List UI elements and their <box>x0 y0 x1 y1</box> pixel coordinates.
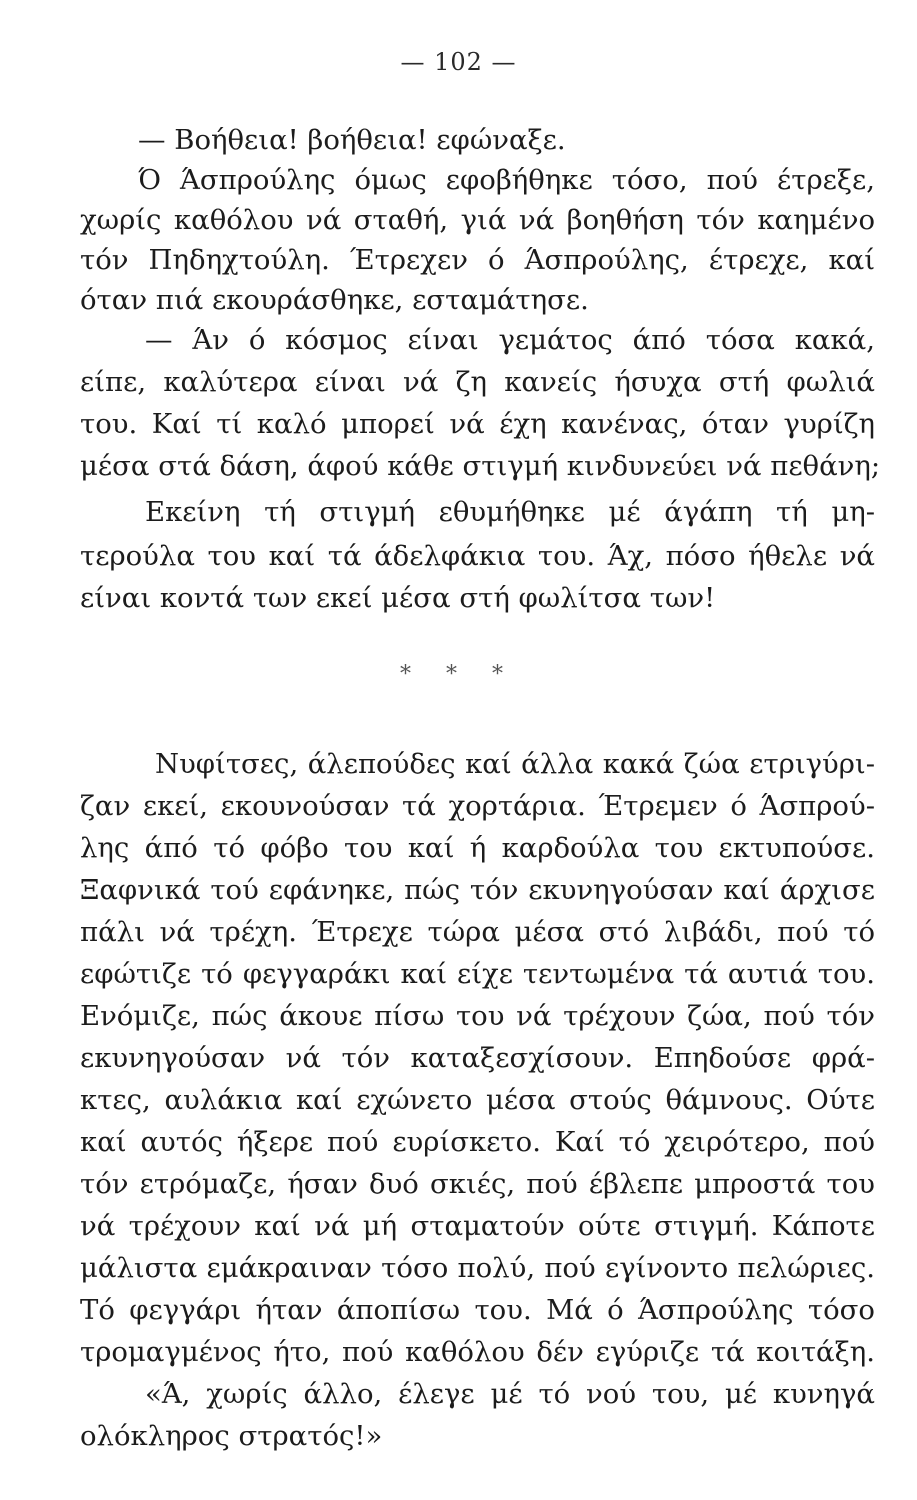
text-line: πάλι νά τρέχη. Έτρεχε τώρα μέσα στό λιβάδι, πού τό <box>80 916 875 948</box>
text-line: τόν Πηδηχτούλη. Έτρεχεν ό Άσπρούλης, έτρεχε, καί <box>80 244 875 276</box>
text-line: του. Καί τί καλό μπορεί νά έχη κανένας, όταν γυρίζη <box>80 408 875 440</box>
text-line: χωρίς καθόλου νά σταθή, γιά νά βοηθήση τόν καημένο <box>80 204 875 236</box>
text-line: ζαν εκεί, εκουνούσαν τά χορτάρια. Έτρεμεν ό Άσπρού- <box>80 790 875 822</box>
text-line: Νυφίτσες, άλεπούδες καί άλλα κακά ζώα ετριγύρι- <box>155 748 875 780</box>
text-line: κτες, αυλάκια καί εχώνετο μέσα στούς θάμνους. Ούτε <box>80 1084 875 1116</box>
text-line: μέσα στά δάση, άφού κάθε στιγμή κινδυνεύει νά πεθάνη; <box>80 450 881 482</box>
text-line: τόν ετρόμαζε, ήσαν δυό σκιές, πού έβλεπε μπροστά του <box>80 1168 875 1200</box>
text-line: Εκείνη τή στιγμή εθυμήθηκε μέ άγάπη τή μη- <box>145 496 875 528</box>
text-line: Τό φεγγάρι ήταν άποπίσω του. Μά ό Άσπρούλης τόσο <box>80 1294 875 1326</box>
text-line: τερούλα του καί τά άδελφάκια του. Άχ, πόσο ήθελε νά <box>80 540 875 572</box>
text-line: νά τρέχουν καί νά μή σταματούν ούτε στιγμή. Κάποτε <box>80 1210 875 1242</box>
text-line: είπε, καλύτερα είναι νά ζη κανείς ήσυχα στή φωλιά <box>80 366 875 398</box>
text-line: τρομαγμένος ήτο, πού καθόλου δέν εγύριζε τά κοιτάξη. <box>80 1336 875 1368</box>
page-number: — 102 — <box>400 48 517 76</box>
text-line: εφώτιζε τό φεγγαράκι καί είχε τεντωμένα τά αυτιά του. <box>80 958 875 990</box>
text-line: «Ά, χωρίς άλλο, έλεγε μέ τό νού του, μέ κυνηγά <box>145 1378 875 1410</box>
text-line: Ξαφνικά τού εφάνηκε, πώς τόν εκυνηγούσαν καί άρχισε <box>80 874 875 906</box>
text-line: ολόκληρος στρατός!» <box>80 1420 383 1452</box>
text-line: μάλιστα εμάκραιναν τόσο πολύ, πού εγίνοντο πελώριες. <box>80 1252 875 1284</box>
text-line: καί αυτός ήξερε πού ευρίσκετο. Καί τό χειρότερο, πού <box>80 1126 875 1158</box>
text-line: είναι κοντά των εκεί μέσα στή φωλίτσα των! <box>80 582 716 614</box>
text-line: Ό Άσπρούλης όμως εφοβήθηκε τόσο, πού έτρεξε, <box>138 164 875 196</box>
section-separator: * * * <box>400 662 517 687</box>
text-line: Ενόμιζε, πώς άκουε πίσω του νά τρέχουν ζώα, πού τόν <box>80 1000 875 1032</box>
text-line: — Άν ό κόσμος είναι γεμάτος άπό τόσα κακά, <box>145 324 875 356</box>
text-line: εκυνηγούσαν νά τόν καταξεσχίσουν. Επηδούσε φρά- <box>80 1042 875 1074</box>
text-line: — Βοήθεια! βοήθεια! εφώναξε. <box>138 124 566 156</box>
text-line: όταν πιά εκουράσθηκε, εσταμάτησε. <box>80 284 589 316</box>
text-line: λης άπό τό φόβο του καί ή καρδούλα του εκτυπούσε. <box>80 832 875 864</box>
